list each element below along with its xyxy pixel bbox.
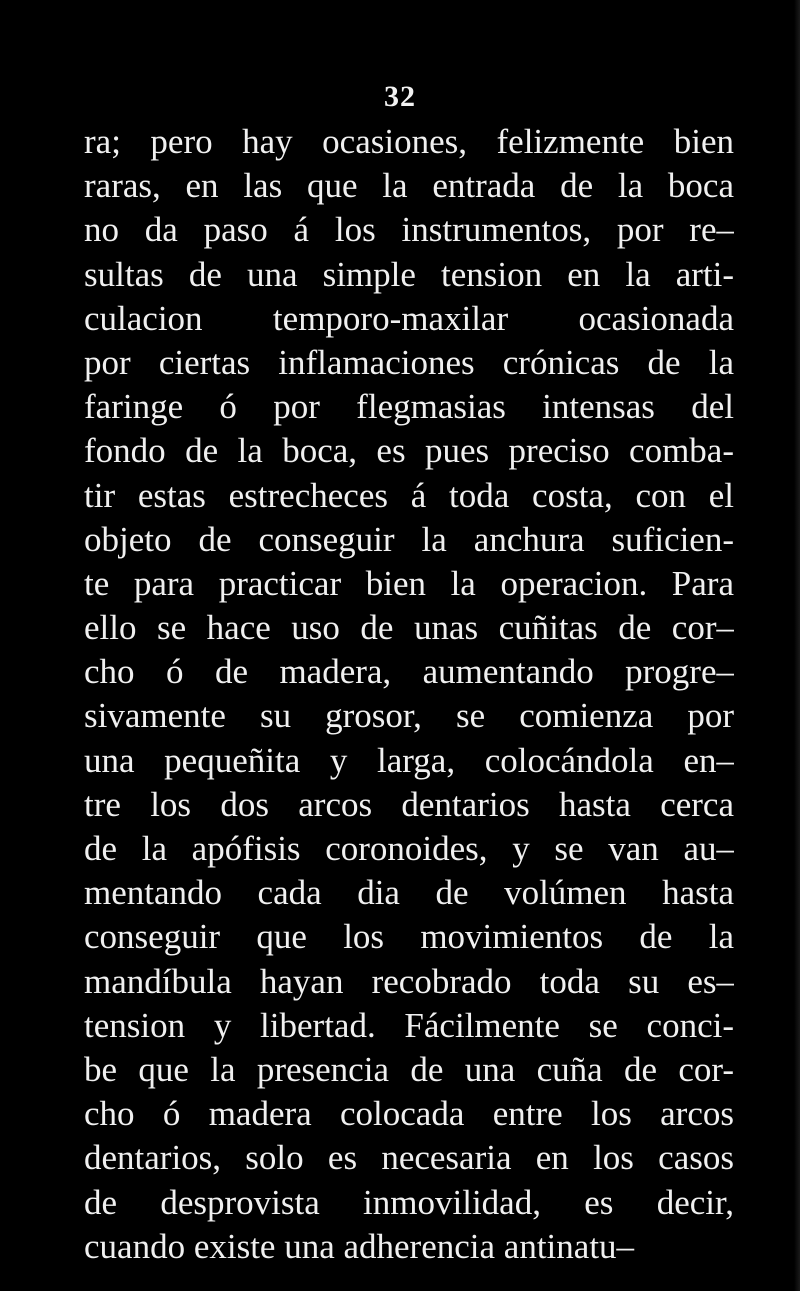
body-text [84, 120, 734, 1269]
text-line: te para practicar bien la operacion. Para [84, 563, 734, 603]
text-line: objeto de conseguir la anchura suficien- [84, 519, 734, 559]
text-line: cuando existe una adherencia antinatu– [84, 1226, 635, 1266]
text-line: tre los dos arcos dentarios hasta cerca [84, 784, 734, 824]
page-edge [794, 0, 800, 1291]
text-line: sultas de una simple tension en la arti- [84, 254, 734, 294]
text-line: por ciertas inflamaciones crónicas de la [84, 342, 734, 382]
text-line: sivamente su grosor, se comienza por [84, 696, 734, 736]
text-line: be que la presencia de una cuña de cor- [84, 1049, 734, 1089]
text-line: no da paso á los instrumentos, por re– [84, 210, 734, 250]
text-line: culacion temporo-maxilar ocasionada [84, 298, 734, 338]
text-line: cho ó madera colocada entre los arcos [84, 1094, 734, 1134]
text-line: conseguir que los movimientos de la [84, 917, 734, 957]
text-line: de la apófisis coronoides, y se van au– [84, 829, 734, 868]
text-line: faringe ó por flegmasias intensas del [84, 387, 734, 427]
text-line: mandíbula hayan recobrado toda su es– [84, 961, 734, 1001]
text-line: fondo de la boca, es pues preciso comba- [84, 431, 734, 471]
text-line: raras, en las que la entrada de la boca [84, 166, 734, 206]
text-line: ra; pero hay ocasiones, felizmente bien [84, 122, 734, 161]
text-line: mentando cada dia de volúmen hasta [84, 873, 734, 913]
text-line: ello se hace uso de unas cuñitas de cor– [84, 608, 734, 648]
text-line: una pequeñita y larga, colocándola en– [84, 740, 734, 780]
text-line: de desprovista inmovilidad, es decir, [84, 1182, 734, 1222]
page-number: 32 [384, 80, 416, 113]
text-line: tir estas estrecheces á toda costa, con el [84, 475, 734, 515]
text-line: dentarios, solo es necesaria en los casos [84, 1138, 734, 1178]
text-line: tension y libertad. Fácilmente se conci- [84, 1005, 734, 1045]
text-line: cho ó de madera, aumentando progre– [84, 652, 734, 692]
